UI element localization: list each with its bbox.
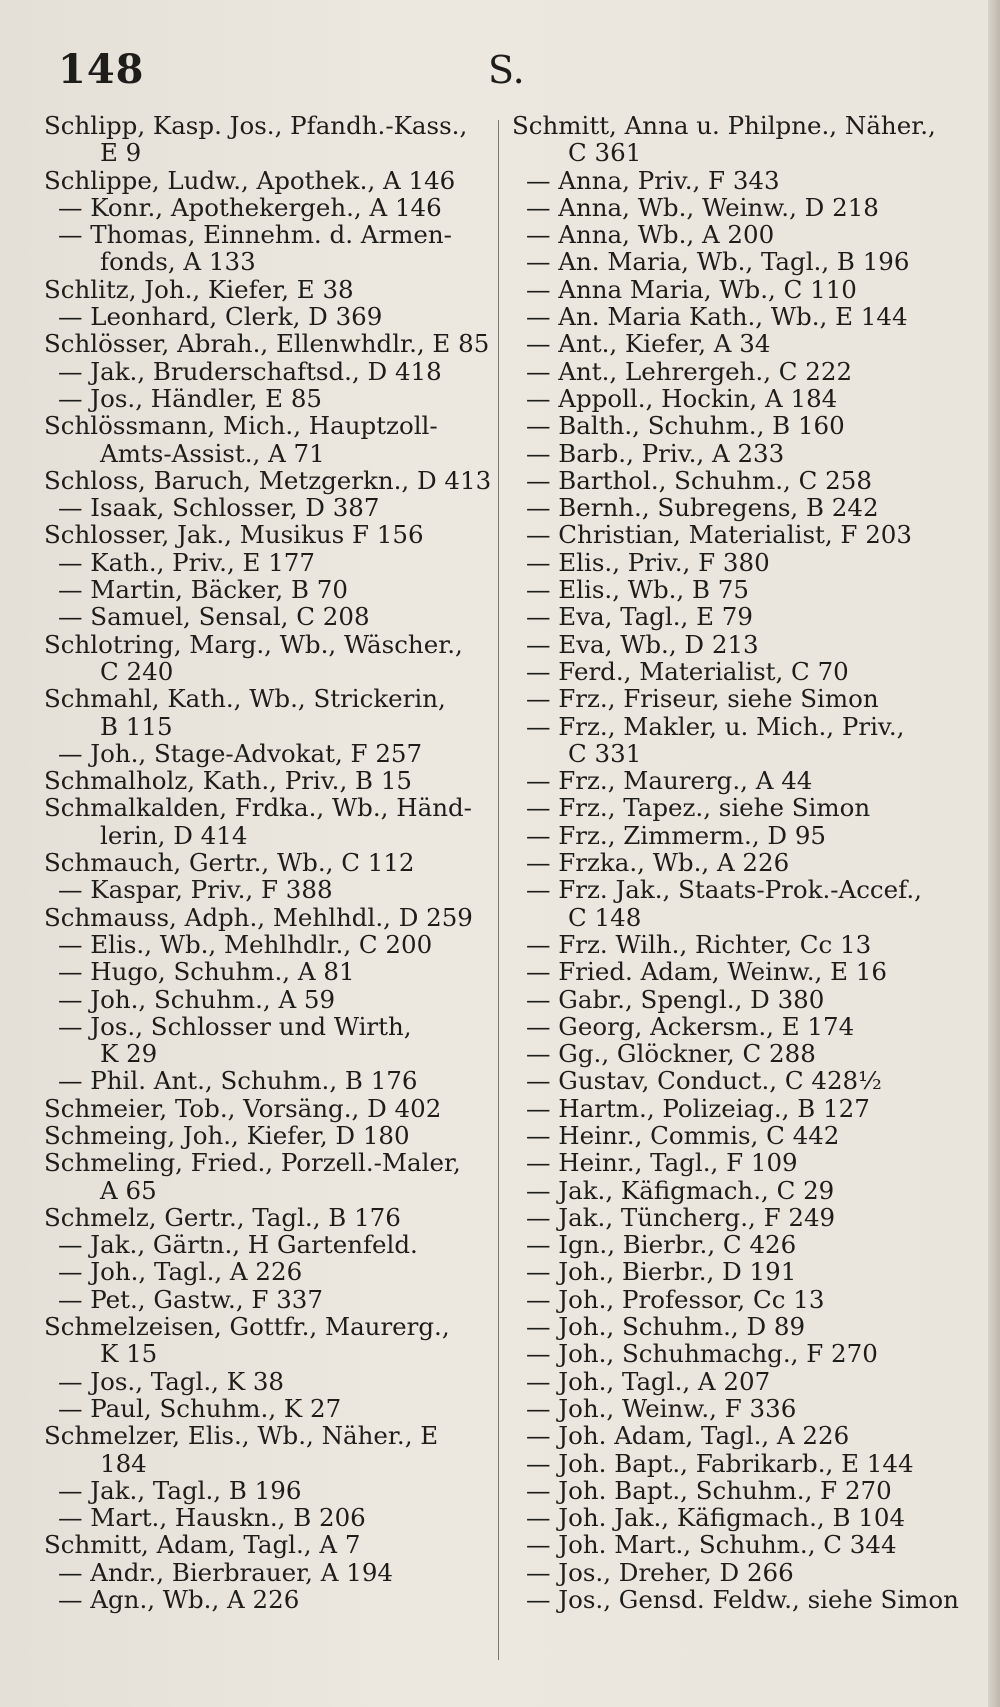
directory-entry: — Jak., Tagl., B 196 bbox=[58, 1475, 302, 1505]
directory-entry: — Elis., Priv., F 380 bbox=[526, 547, 770, 577]
directory-entry: Schmalholz, Kath., Priv., B 15 bbox=[44, 766, 413, 796]
directory-entry: Schmeing, Joh., Kiefer, D 180 bbox=[44, 1120, 410, 1150]
directory-entry: — Jos., Dreher, D 266 bbox=[526, 1557, 794, 1587]
directory-entry: — Frz. Jak., Staats-Prok.-Accef., bbox=[526, 875, 922, 905]
directory-entry: Schmelzer, Elis., Wb., Näher., E bbox=[44, 1421, 439, 1451]
directory-entry: — Anna, Wb., Weinw., D 218 bbox=[526, 192, 879, 222]
directory-entry: — Kaspar, Priv., F 388 bbox=[58, 875, 333, 905]
directory-entry: — Thomas, Einnehm. d. Armen- bbox=[58, 220, 452, 250]
entry-continuation: 184 bbox=[100, 1448, 147, 1478]
directory-entry: — Georg, Ackersm., E 174 bbox=[526, 1011, 855, 1041]
entry-continuation: C 240 bbox=[100, 656, 174, 686]
directory-entry: — Barb., Priv., A 233 bbox=[526, 438, 785, 468]
entry-continuation: C 148 bbox=[568, 902, 642, 932]
directory-entry: — Joh., Weinw., F 336 bbox=[526, 1393, 797, 1423]
directory-entry: — Joh., Schuhm., A 59 bbox=[58, 984, 336, 1014]
directory-entry: Schmitt, Adam, Tagl., A 7 bbox=[44, 1530, 361, 1560]
entry-continuation: A 65 bbox=[100, 1175, 157, 1205]
directory-entry: — Ferd., Materialist, C 70 bbox=[526, 656, 849, 686]
directory-entry: — Joh., Tagl., A 226 bbox=[58, 1257, 303, 1287]
directory-entry: — Leonhard, Clerk, D 369 bbox=[58, 302, 383, 332]
directory-entry: — Pet., Gastw., F 337 bbox=[58, 1284, 323, 1314]
directory-entry: — Eva, Wb., D 213 bbox=[526, 629, 759, 659]
directory-entry: Schloss, Baruch, Metzgerkn., D 413 bbox=[44, 465, 492, 495]
directory-entry: Schmahl, Kath., Wb., Strickerin, bbox=[44, 684, 446, 714]
directory-entry: Schmelzeisen, Gottfr., Maurerg., bbox=[44, 1312, 450, 1342]
directory-entry: — Fried. Adam, Weinw., E 16 bbox=[526, 957, 887, 987]
directory-entry: — Frz., Tapez., siehe Simon bbox=[526, 793, 871, 823]
directory-entry: — Balth., Schuhm., B 160 bbox=[526, 411, 845, 441]
directory-entry: — An. Maria, Wb., Tagl., B 196 bbox=[526, 247, 910, 277]
directory-entry: — Ant., Kiefer, A 34 bbox=[526, 329, 771, 359]
entry-continuation: fonds, A 133 bbox=[100, 247, 256, 277]
directory-entry: — Elis., Wb., B 75 bbox=[526, 575, 749, 605]
directory-entry: — Jos., Schlosser und Wirth, bbox=[58, 1011, 412, 1041]
directory-entry: — Mart., Hauskn., B 206 bbox=[58, 1503, 366, 1533]
directory-entry: Schlippe, Ludw., Apothek., A 146 bbox=[44, 165, 456, 195]
directory-entry: — Joh., Schuhmachg., F 270 bbox=[526, 1339, 878, 1369]
directory-entry: — Samuel, Sensal, C 208 bbox=[58, 602, 370, 632]
entry-continuation: K 29 bbox=[100, 1039, 158, 1069]
directory-entry: — Heinr., Tagl., F 109 bbox=[526, 1148, 798, 1178]
directory-entry: — Martin, Bäcker, B 70 bbox=[58, 575, 348, 605]
directory-entry: Schmitt, Anna u. Philpne., Näher., bbox=[512, 111, 936, 140]
directory-entry: — Frz., Makler, u. Mich., Priv., bbox=[526, 711, 905, 741]
directory-entry: — Isaak, Schlosser, D 387 bbox=[58, 493, 380, 523]
directory-entry: — Jos., Händler, E 85 bbox=[58, 383, 323, 413]
directory-entry: — Jos., Gensd. Feldw., siehe Simon bbox=[526, 1585, 959, 1615]
directory-entry: — Anna, Wb., A 200 bbox=[526, 220, 775, 250]
directory-entry: Schmalkalden, Frdka., Wb., Händ- bbox=[44, 793, 472, 823]
directory-entry: Schlotring, Marg., Wb., Wäscher., bbox=[44, 629, 463, 659]
running-head: S. bbox=[488, 48, 525, 92]
directory-entry: — Gustav, Conduct., C 428½ bbox=[526, 1066, 882, 1096]
directory-entry: Schmauch, Gertr., Wb., C 112 bbox=[44, 848, 415, 878]
directory-entry: — Joh. Jak., Käfigmach., B 104 bbox=[526, 1503, 906, 1533]
entry-continuation: B 115 bbox=[100, 711, 173, 741]
directory-entry: — Ant., Lehrergeh., C 222 bbox=[526, 356, 853, 386]
directory-entry: — Paul, Schuhm., K 27 bbox=[58, 1393, 342, 1423]
page-number: 148 bbox=[58, 46, 145, 93]
directory-entry: — Joh. Bapt., Schuhm., F 270 bbox=[526, 1475, 892, 1505]
directory-entry: — Jak., Tüncherg., F 249 bbox=[526, 1202, 836, 1232]
directory-entry: — Anna, Priv., F 343 bbox=[526, 165, 780, 195]
entry-continuation: C 361 bbox=[568, 138, 642, 168]
directory-entry: Schmeier, Tob., Vorsäng., D 402 bbox=[44, 1093, 442, 1123]
right-column bbox=[512, 112, 982, 1613]
directory-entry: — Joh., Stage-Advokat, F 257 bbox=[58, 738, 423, 768]
directory-entry: — Joh. Mart., Schuhm., C 344 bbox=[526, 1530, 897, 1560]
directory-entry: Schlössmann, Mich., Hauptzoll- bbox=[44, 411, 438, 441]
directory-entry: Schlipp, Kasp. Jos., Pfandh.-Kass., bbox=[44, 111, 468, 140]
directory-entry: — Jak., Gärtn., H Gartenfeld. bbox=[58, 1230, 418, 1260]
directory-entry: — An. Maria Kath., Wb., E 144 bbox=[526, 302, 908, 332]
directory-entry: — Hartm., Polizeiag., B 127 bbox=[526, 1093, 870, 1123]
directory-entry: — Jak., Käfigmach., C 29 bbox=[526, 1175, 835, 1205]
directory-entry: — Frz., Friseur, siehe Simon bbox=[526, 684, 879, 714]
directory-entry: — Gg., Glöckner, C 288 bbox=[526, 1039, 816, 1069]
directory-entry: Schlosser, Jak., Musikus F 156 bbox=[44, 520, 424, 550]
directory-entry: — Kath., Priv., E 177 bbox=[58, 547, 315, 577]
entry-continuation: E 9 bbox=[100, 138, 142, 168]
entry-continuation: C 331 bbox=[568, 738, 642, 768]
directory-entry: — Andr., Bierbrauer, A 194 bbox=[58, 1557, 393, 1587]
directory-entry: — Frz. Wilh., Richter, Cc 13 bbox=[526, 929, 872, 959]
directory-entry: — Phil. Ant., Schuhm., B 176 bbox=[58, 1066, 418, 1096]
directory-entry: — Joh. Bapt., Fabrikarb., E 144 bbox=[526, 1448, 914, 1478]
directory-entry: Schmeling, Fried., Porzell.-Maler, bbox=[44, 1148, 461, 1178]
directory-entry: — Anna Maria, Wb., C 110 bbox=[526, 274, 857, 304]
directory-entry: — Joh., Professor, Cc 13 bbox=[526, 1284, 825, 1314]
directory-entry: — Hugo, Schuhm., A 81 bbox=[58, 957, 355, 987]
column-divider bbox=[498, 120, 499, 1660]
directory-entry: Schlitz, Joh., Kiefer, E 38 bbox=[44, 274, 354, 304]
directory-entry: — Eva, Tagl., E 79 bbox=[526, 602, 753, 632]
directory-entry: — Bernh., Subregens, B 242 bbox=[526, 493, 879, 523]
directory-entry: — Joh., Tagl., A 207 bbox=[526, 1366, 771, 1396]
directory-entry: — Christian, Materialist, F 203 bbox=[526, 520, 912, 550]
directory-entry: — Ign., Bierbr., C 426 bbox=[526, 1230, 797, 1260]
entry-continuation: K 15 bbox=[100, 1339, 158, 1369]
entry-continuation: Amts-Assist., A 71 bbox=[100, 438, 325, 468]
entry-continuation: lerin, D 414 bbox=[100, 820, 248, 850]
directory-entry: — Barthol., Schuhm., C 258 bbox=[526, 465, 872, 495]
directory-entry: — Joh. Adam, Tagl., A 226 bbox=[526, 1421, 850, 1451]
directory-entry: Schmauss, Adph., Mehlhdl., D 259 bbox=[44, 902, 473, 932]
directory-entry: — Elis., Wb., Mehlhdlr., C 200 bbox=[58, 929, 433, 959]
directory-entry: — Jak., Bruderschaftsd., D 418 bbox=[58, 356, 442, 386]
directory-entry: — Jos., Tagl., K 38 bbox=[58, 1366, 284, 1396]
directory-entry: — Frzka., Wb., A 226 bbox=[526, 848, 790, 878]
directory-entry: Schmelz, Gertr., Tagl., B 176 bbox=[44, 1202, 401, 1232]
directory-entry: — Joh., Schuhm., D 89 bbox=[526, 1312, 806, 1342]
directory-entry: — Gabr., Spengl., D 380 bbox=[526, 984, 825, 1014]
directory-entry: — Joh., Bierbr., D 191 bbox=[526, 1257, 797, 1287]
directory-entry: Schlösser, Abrah., Ellenwhdlr., E 85 bbox=[44, 329, 490, 359]
directory-entry: — Appoll., Hockin, A 184 bbox=[526, 383, 838, 413]
directory-entry: — Heinr., Commis, C 442 bbox=[526, 1120, 840, 1150]
directory-entry: — Konr., Apothekergeh., A 146 bbox=[58, 192, 442, 222]
left-column bbox=[44, 112, 494, 1613]
directory-entry: — Agn., Wb., A 226 bbox=[58, 1585, 300, 1615]
directory-entry: — Frz., Maurerg., A 44 bbox=[526, 766, 813, 796]
directory-entry: — Frz., Zimmerm., D 95 bbox=[526, 820, 827, 850]
page-edge bbox=[988, 0, 1000, 1707]
